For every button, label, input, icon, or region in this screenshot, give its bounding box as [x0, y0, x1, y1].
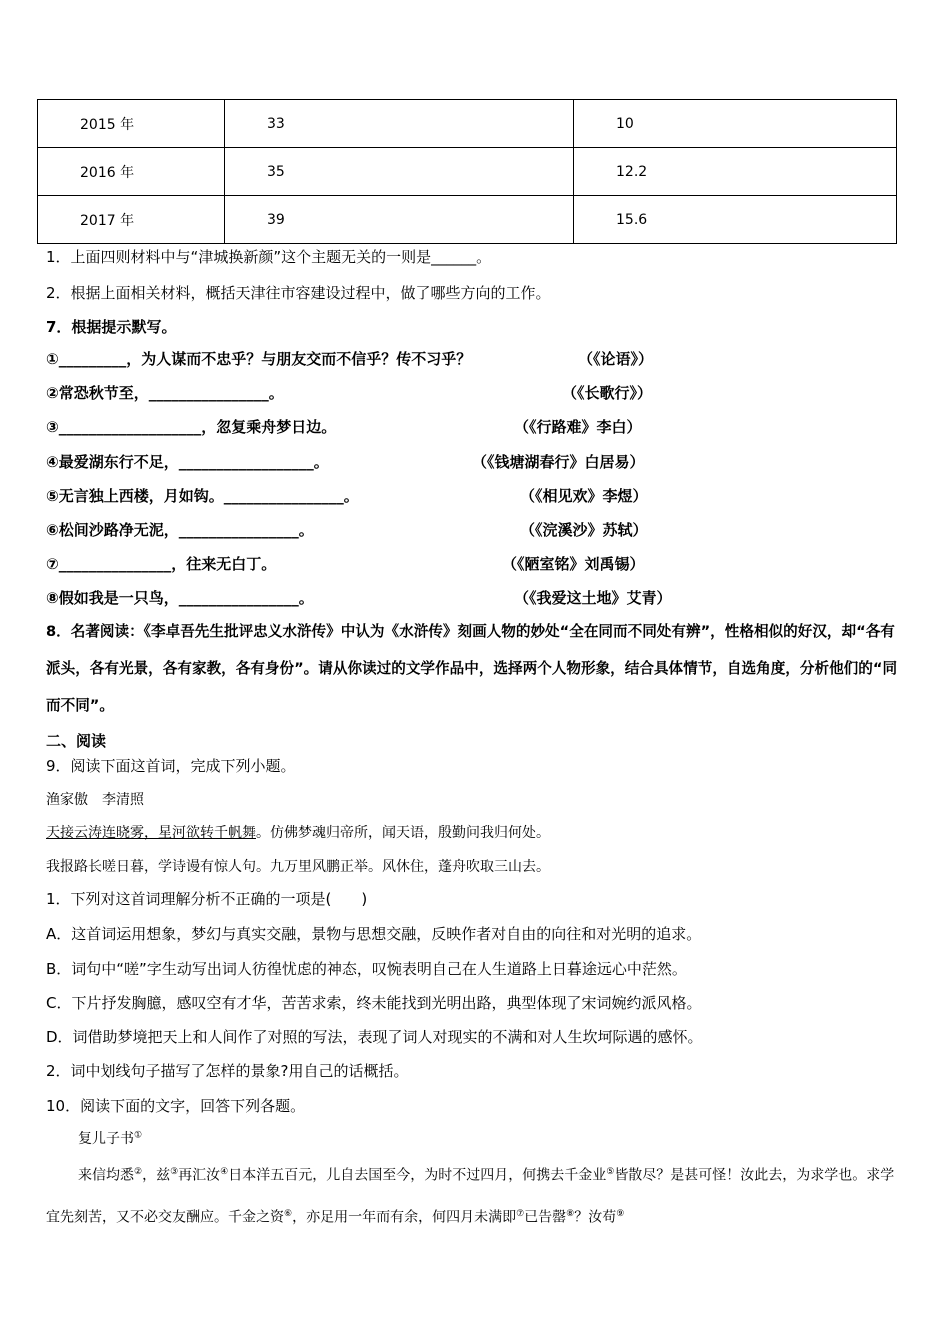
table-cell-value: 39 — [225, 196, 574, 244]
footnote-marker: ⑤ — [606, 1167, 615, 1177]
q7-source-6: （《浣溪沙》苏轼） — [520, 521, 648, 539]
q9-option-d: D．词借助梦境把天上和人间作了对照的写法，表现了词人对现实的不满和对人生坎坷际遇的感怀。 — [46, 1028, 703, 1046]
section-title-reading: 二、阅读 — [46, 732, 107, 750]
letter-text: ，亦足用一年而有余，何四月未满即 — [292, 1209, 517, 1226]
q9-option-a: A．这首词运用想象，梦幻与真实交融，景物与思想交融，反映作者对自由的向往和对光明的追求。 — [46, 925, 702, 943]
poem-underlined-sentence: 天接云涛连晓雾，星河欲转千帆舞 — [46, 825, 256, 841]
q10-title: 10．阅读下面的文字，回答下列各题。 — [46, 1097, 306, 1115]
footnote-marker: ③ — [170, 1167, 179, 1177]
table-cell-value: 15.6 — [574, 196, 897, 244]
q7-source-5: （《相见欢》李煜） — [520, 487, 648, 505]
q9-option-c: C．下片抒发胸臆，感叹空有才华，苦苦求索，终未能找到光明出路，典型体现了宋词婉约派风格。 — [46, 994, 702, 1012]
q9-option-b: B．词句中“嗟”字生动写出词人彷徨忧虑的神态，叹惋表明自己在人生道路上日暮途远心中茫然。 — [46, 960, 687, 978]
q7-title: 7．根据提示默写。 — [46, 318, 177, 336]
q7-item-4: ④最爱湖东行不足，__________________。 — [46, 453, 329, 471]
footnote-marker: ⑦ — [516, 1208, 525, 1219]
q6-sub1: 1．上面四则材料中与“津城换新颜”这个主题无关的一则是______。 — [46, 248, 492, 266]
table-cell-value: 33 — [225, 100, 574, 148]
q7-source-7: （《陋室铭》刘禹锡） — [502, 555, 645, 573]
letter-text: 来信均悉 — [78, 1167, 134, 1184]
footnote-marker: ② — [134, 1167, 143, 1177]
data-table — [37, 99, 897, 244]
poem-title: 渔家傲 李清照 — [46, 792, 144, 808]
poem-line-1 — [46, 822, 550, 842]
letter-text: 皆散尽？是甚可怪！汝此去，为求学也。求学宜先刻苦，又不必交友酬应。千金之资 — [46, 1167, 895, 1226]
q7-item-8: ⑧假如我是一只鸟，________________。 — [46, 589, 314, 607]
q8-text: 8．名著阅读：《李卓吾先生批评忠义水浒传》中认为《水浒传》刻画人物的妙处“全在同而不同处有辨”，性格相似的好汉，却“各有派头，各有光景，各有家教，各有身份”。请从你读过的文学作品中，选择两个人物形象，结合具体情节，自选角度，分析他们的“同而不同”。 — [46, 623, 898, 714]
table-cell-value: 12.2 — [574, 148, 897, 196]
footnote-marker: ⑨ — [616, 1208, 625, 1219]
q6-sub2: 2．根据上面相关材料，概括天津往市容建设过程中，做了哪些方向的工作。 — [46, 284, 551, 302]
letter-paragraph — [46, 1153, 908, 1236]
table-row — [38, 100, 897, 148]
letter-text: 再汇汝 — [178, 1167, 221, 1184]
q7-source-8: （《我爱这土地》艾青） — [514, 589, 672, 607]
q7-item-3: ③___________________，忽复乘舟梦日边。 — [46, 418, 337, 436]
poem-line-2: 我报路长嗟日暮，学诗谩有惊人句。九万里风鹏正举。风休住，蓬舟吹取三山去。 — [46, 859, 550, 875]
footnote-marker: ⑥ — [284, 1208, 293, 1219]
table-cell-value: 35 — [225, 148, 574, 196]
table-row — [38, 148, 897, 196]
footnote-marker: ① — [134, 1130, 143, 1141]
letter-title-text: 复儿子书 — [78, 1131, 134, 1147]
q7-item-5: ⑤无言独上西楼，月如钩。________________。 — [46, 487, 359, 505]
q7-source-2: （《长歌行》） — [562, 384, 653, 402]
q7-item-2: ②常恐秋节至，________________。 — [46, 384, 284, 402]
footnote-marker: ④ — [220, 1167, 229, 1177]
q7-source-4: （《钱塘湖春行》白居易） — [472, 453, 645, 471]
q7-item-7: ⑦_______________，往来无白丁。 — [46, 555, 277, 573]
q9-sub1: 1．下列对这首词理解分析不正确的一项是( ) — [46, 890, 368, 908]
table-cell-year: 2017 年 — [38, 196, 225, 244]
q9-title: 9．阅读下面这首词，完成下列小题。 — [46, 757, 296, 775]
table-cell-year: 2015 年 — [38, 100, 225, 148]
q7-source-3: （《行路难》李白） — [514, 418, 642, 436]
table-cell-year: 2016 年 — [38, 148, 225, 196]
q9-sub2: 2．词中划线句子描写了怎样的景象?用自己的话概括。 — [46, 1062, 409, 1080]
letter-text: ？汝苟 — [574, 1209, 617, 1226]
q7-item-1: ①_________，为人谋而不忠乎？与朋友交而不信乎？传不习乎？ — [46, 350, 472, 368]
table-cell-value: 10 — [574, 100, 897, 148]
footnote-marker: ⑧ — [566, 1208, 575, 1219]
q7-source-1: （《论语》） — [578, 350, 654, 368]
poem-line-1-rest: 。仿佛梦魂归帝所，闻天语，殷勤问我归何处。 — [256, 825, 550, 841]
letter-title — [78, 1128, 142, 1148]
table-row — [38, 196, 897, 244]
letter-text: 已告罄 — [524, 1209, 567, 1226]
letter-text: ，兹 — [142, 1167, 171, 1184]
q7-item-6: ⑥松间沙路净无泥，________________。 — [46, 521, 314, 539]
letter-text: 日本洋五百元，儿自去国至今，为时不过四月，何携去千金业 — [228, 1167, 607, 1184]
